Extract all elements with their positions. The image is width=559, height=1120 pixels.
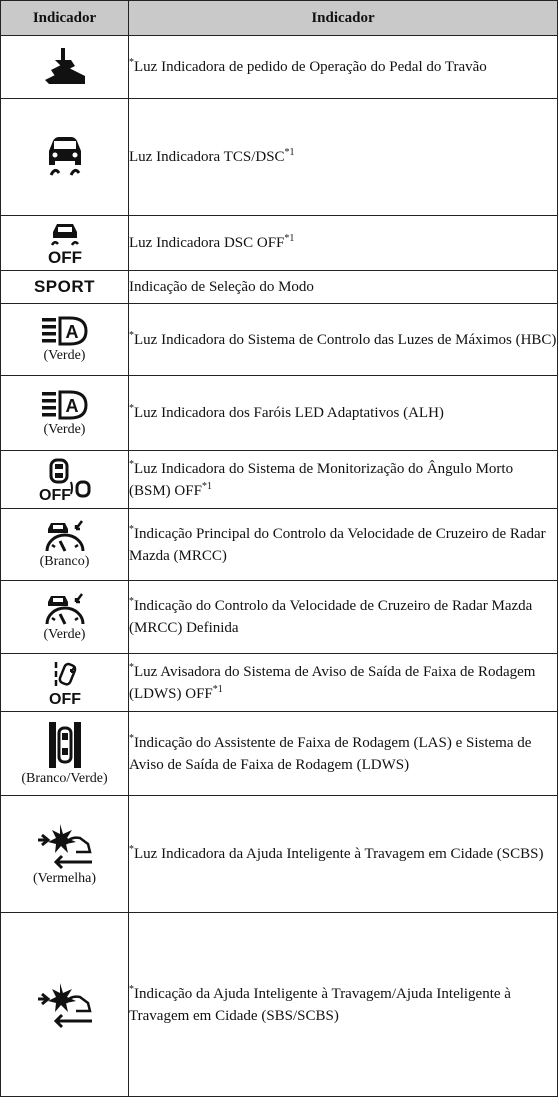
indicator-description: *Indicação do Controlo da Velocidade de Cruzeiro de Radar Mazda (MRCC) Definida — [129, 581, 558, 654]
indicator-color-caption: (Verde) — [43, 348, 86, 363]
las-ldws-icon — [1, 720, 128, 770]
table-row — [1, 451, 558, 509]
indicator-icon-cell — [1, 654, 129, 712]
svg-text:OFF: OFF — [48, 690, 81, 706]
indicator-icon-cell — [1, 36, 129, 99]
indicator-icon-cell — [1, 581, 129, 654]
indicator-description: *Luz Indicadora de pedido de Operação do Pedal do Travão — [129, 36, 558, 99]
indicator-icon-cell — [1, 509, 129, 581]
table-row — [1, 36, 558, 99]
indicator-description: *Indicação Principal do Controlo da Velocidade de Cruzeiro de Radar Mazda (MRCC) — [129, 509, 558, 581]
svg-text:A: A — [65, 395, 78, 416]
svg-text:A: A — [65, 322, 78, 342]
scbs-icon — [1, 822, 128, 870]
indicator-icon-cell — [1, 451, 129, 509]
dsc-off-icon — [1, 221, 128, 265]
indicator-color-caption: (Verde) — [43, 421, 86, 437]
table-row — [1, 509, 558, 581]
table-row — [1, 913, 558, 1097]
table-row — [1, 99, 558, 216]
indicator-description: *Luz Indicadora do Sistema de Monitorização do Ângulo Morto (BSM) OFF$^{*1}$ — [129, 451, 558, 509]
indicator-icon-cell — [1, 304, 129, 376]
header-col-1: Indicador — [1, 1, 129, 36]
indicator-description: *Luz Indicadora dos Faróis LED Adaptativos (ALH) — [129, 376, 558, 451]
table-row — [1, 216, 558, 271]
indicator-color-caption: (Vermelha) — [33, 870, 96, 886]
indicator-icon-cell — [1, 712, 129, 796]
svg-text:OFF: OFF — [47, 248, 82, 265]
table-header-row — [1, 1, 558, 36]
table-row — [1, 654, 558, 712]
indicator-description: *Luz Indicadora do Sistema de Controlo das Luzes de Máximos (HBC) — [129, 304, 558, 376]
bsm-off-icon — [1, 458, 128, 502]
indicator-icon-cell — [1, 271, 129, 304]
indicator-description: Indicação de Seleção do Modo — [129, 271, 558, 304]
indicator-icon-cell — [1, 99, 129, 216]
indicator-icon-cell — [1, 216, 129, 271]
table-row — [1, 271, 558, 304]
svg-text:OFF: OFF — [38, 486, 71, 502]
indicator-icon-cell — [1, 376, 129, 451]
indicator-icon-cell — [1, 796, 129, 913]
header-col-2: Indicador — [129, 1, 558, 36]
sbs-scbs-icon — [1, 981, 128, 1029]
mrcc-main-icon — [1, 519, 128, 553]
sport-mode-icon: SPORT — [33, 277, 96, 296]
alh-icon — [1, 389, 128, 421]
indicator-description: Luz Indicadora DSC OFF$^{*1}$ — [129, 216, 558, 271]
mrcc-set-icon — [1, 592, 128, 626]
indicator-description: *Luz Avisadora do Sistema de Aviso de Saída de Faixa de Rodagem (LDWS) OFF$^{*1}$ — [129, 654, 558, 712]
table-row — [1, 581, 558, 654]
brake-pedal-request-icon — [1, 46, 128, 88]
indicator-color-caption: (Verde) — [43, 626, 86, 642]
indicator-description: *Indicação do Assistente de Faixa de Rodagem (LAS) e Sistema de Aviso de Saída de Faixa de Rodagem (LDWS) — [129, 712, 558, 796]
hbc-icon — [1, 315, 128, 347]
table-row — [1, 712, 558, 796]
table-row — [1, 304, 558, 376]
tcs-dsc-icon — [1, 135, 128, 179]
indicator-description: *Indicação da Ajuda Inteligente à Travagem/Ajuda Inteligente à Travagem em Cidade (SBS/SCBS) — [129, 913, 558, 1097]
indicator-icon-cell — [1, 913, 129, 1097]
table-row — [1, 376, 558, 451]
table-row — [1, 796, 558, 913]
indicator-description: Luz Indicadora TCS/DSC$^{*1}$ — [129, 99, 558, 216]
ldws-off-icon — [1, 660, 128, 706]
indicator-description: *Luz Indicadora da Ajuda Inteligente à Travagem em Cidade (SCBS) — [129, 796, 558, 913]
indicator-color-caption: (Branco) — [39, 554, 90, 569]
indicator-color-caption: (Branco/Verde) — [21, 771, 108, 786]
